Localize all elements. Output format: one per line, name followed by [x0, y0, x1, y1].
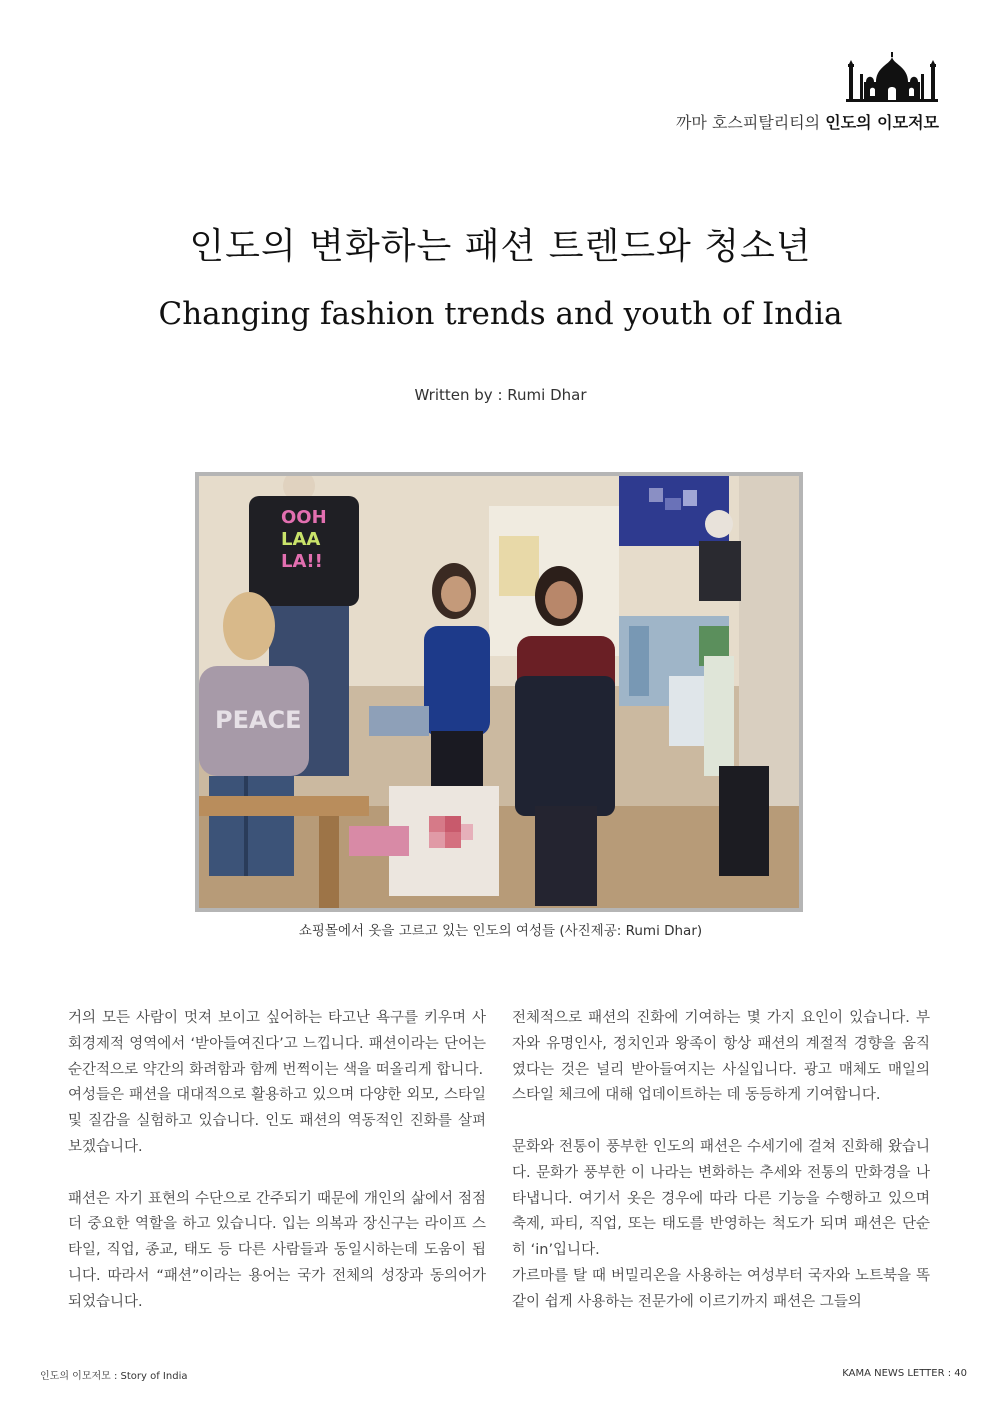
- svg-text:LA!!: LA!!: [281, 551, 323, 572]
- header-prefix: 까마 호스피탈리티의: [675, 113, 826, 132]
- body-column-left: [68, 1006, 486, 1316]
- paragraph: 패션은 자기 표현의 수단으로 간주되기 때문에 개인의 삶에서 점점 더 중요한 역할을 하고 있습니다. 입는 의복과 장신구는 라이프 스타일, 직업, 종교, 태도 등 다른 사람들과 동일시하는데 도움이 됩니다. 따라서 “패션”이라는 용어는 국가 전체의 성장과 동의어가 되었습니다.: [68, 1190, 486, 1310]
- paragraph: 문화와 전통이 풍부한 인도의 패션은 수세기에 걸쳐 진화해 왔습니다. 문화가 풍부한 이 나라는 변화하는 추세와 전통의 만화경을 나타냅니다. 여기서 옷은 경우에 따라 다른 기능을 수행하고 있으며 축제, 파티, 직업, 또는 태도를 반영하는 척도가 되며 패션은 단순히 ‘in’입니다.: [512, 1138, 930, 1259]
- svg-text:OOH: OOH: [281, 507, 327, 528]
- paragraph: 거의 모든 사람이 멋져 보이고 싶어하는 타고난 욕구를 키우며 사회경제적 영역에서 ‘받아들여진다’고 느낍니다. 패션이라는 단어는 순간적으로 약간의 화려함과 함께 번쩍이는 색을 떠올리게 합니다.: [68, 1010, 486, 1078]
- article-title-korean: 인도의 변화하는 패션 트렌드와 청소년: [189, 226, 812, 267]
- article-byline: Written by : Rumi Dhar: [414, 386, 587, 404]
- header-emphasis: 인도의 이모저모: [825, 113, 939, 132]
- body-column-right: [512, 1006, 930, 1316]
- footer-page-number: KAMA NEWS LETTER : 40: [842, 1368, 967, 1379]
- article-photo: [195, 472, 803, 912]
- article-title-english: Changing fashion trends and youth of India: [158, 296, 843, 332]
- photo-caption: 쇼핑몰에서 옷을 고르고 있는 인도의 여성들 (사진제공: Rumi Dhar): [298, 923, 703, 939]
- svg-text:PEACE: PEACE: [215, 706, 302, 734]
- footer-section-label: 인도의 이모저모 : Story of India: [40, 1371, 188, 1382]
- paragraph: 여성들은 패션을 대대적으로 활용하고 있으며 다양한 외모, 스타일 및 질감을 실험하고 있습니다. 인도 패션의 역동적인 진화를 살펴보겠습니다.: [68, 1087, 486, 1155]
- paragraph: 가르마를 탈 때 버밀리온을 사용하는 여성부터 국자와 노트북을 똑같이 쉽게 사용하는 전문가에 이르기까지 패션은 그들의: [512, 1267, 930, 1310]
- paragraph: 전체적으로 패션의 진화에 기여하는 몇 가지 요인이 있습니다. 부자와 유명인사, 정치인과 왕족이 항상 패션의 계절적 경향을 움직였다는 것은 널리 받아들여지는 사실입니다. 광고 매체도 매일의 스타일 체크에 대해 업데이트하는 데 동등하게 기여합니다.: [512, 1010, 930, 1104]
- svg-text:LAA: LAA: [281, 529, 321, 550]
- taj-mahal-logo-icon: [846, 52, 938, 102]
- shopping-mall-photo: [199, 476, 799, 908]
- header-series-label: [676, 110, 939, 133]
